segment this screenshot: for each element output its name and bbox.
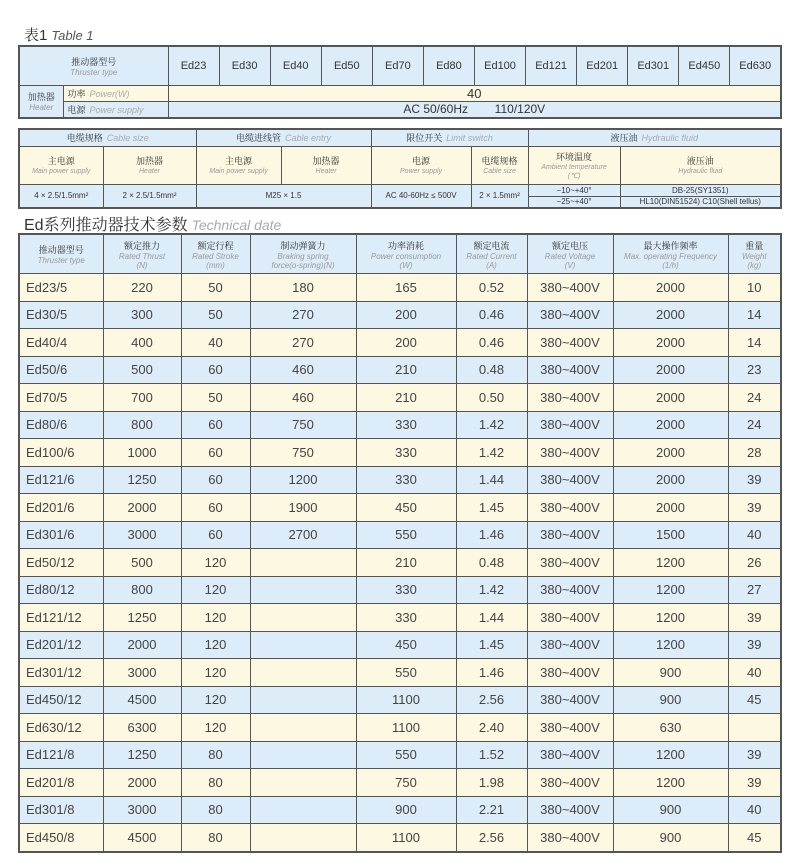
table-cell: 1200 <box>613 576 728 604</box>
column-header: 推动器型号 Thruster type <box>19 234 103 274</box>
table-cell: 45 <box>728 824 781 852</box>
table-cell: 380~400V <box>527 769 613 797</box>
table-cell: 23 <box>728 356 781 384</box>
table-cell: 300 <box>103 301 181 329</box>
column-header: 额定电压 Rated Voltage (V) <box>527 234 613 274</box>
table-row <box>19 604 781 632</box>
table-cell: 2000 <box>103 631 181 659</box>
table-cell: Ed121/8 <box>19 741 103 769</box>
table-cell: 900 <box>613 686 728 714</box>
table-cell: 39 <box>728 466 781 494</box>
table-cell: 0.48 <box>456 356 527 384</box>
table-cell: Ed450/12 <box>19 686 103 714</box>
table-cell: 630 <box>613 714 728 742</box>
table-cell: 39 <box>728 631 781 659</box>
table-cell: 120 <box>181 631 250 659</box>
power-supply-header: 电源 Power supply <box>371 146 471 184</box>
table-row <box>19 824 781 852</box>
table-cell: 40 <box>728 521 781 549</box>
table-cell: 80 <box>181 796 250 824</box>
table-cell: 380~400V <box>527 604 613 632</box>
table-row <box>19 796 781 824</box>
table-cell: 450 <box>356 631 456 659</box>
title-cn: 表1 <box>24 27 48 44</box>
cable-table <box>18 128 782 209</box>
table-cell: Ed121/12 <box>19 604 103 632</box>
table-cell: 750 <box>250 411 356 439</box>
table-row <box>19 439 781 467</box>
model-header: Ed121 <box>526 46 577 86</box>
table-cell: 0.46 <box>456 329 527 357</box>
table-cell: 0.46 <box>456 301 527 329</box>
table-cell: Ed301/6 <box>19 521 103 549</box>
table-cell: 210 <box>356 356 456 384</box>
column-header: 制动弹簧力 Braking spring force(o-spring)(N) <box>250 234 356 274</box>
table-cell: 1000 <box>103 439 181 467</box>
table-cell: 3000 <box>103 521 181 549</box>
table-cell: 270 <box>250 301 356 329</box>
table-cell: 380~400V <box>527 741 613 769</box>
table-cell: 200 <box>356 329 456 357</box>
table-cell: 1.52 <box>456 741 527 769</box>
table-cell <box>250 631 356 659</box>
column-header: 额定行程 Rated Stroke (mm) <box>181 234 250 274</box>
table-cell: 400 <box>103 329 181 357</box>
table-cell: 40 <box>728 796 781 824</box>
table-cell: 380~400V <box>527 686 613 714</box>
table-cell: 120 <box>181 659 250 687</box>
table-cell: 1.42 <box>456 439 527 467</box>
table-cell: 1200 <box>613 631 728 659</box>
table-cell <box>250 549 356 577</box>
table-row <box>19 411 781 439</box>
table-cell <box>250 769 356 797</box>
table-cell: 460 <box>250 384 356 412</box>
limit-cable-value: 2 × 1.5mm² <box>471 184 528 208</box>
table-cell: 330 <box>356 576 456 604</box>
table-cell: 1200 <box>613 549 728 577</box>
table-row <box>19 549 781 577</box>
column-header: 最大操作频率 Max. operating Frequency (1/h) <box>613 234 728 274</box>
table-cell: Ed50/6 <box>19 356 103 384</box>
supply-label: 电源 Power supply <box>63 102 168 118</box>
table-cell: 330 <box>356 466 456 494</box>
table-cell: 550 <box>356 521 456 549</box>
table-cell: 210 <box>356 384 456 412</box>
model-header: Ed100 <box>474 46 525 86</box>
table-row <box>19 659 781 687</box>
table-cell <box>250 659 356 687</box>
table-cell: 1200 <box>613 741 728 769</box>
table3-title <box>24 212 281 235</box>
title-cn: Ed系列推动器技术参数 <box>24 217 188 234</box>
table-cell: 60 <box>181 411 250 439</box>
table-cell: 2.56 <box>456 686 527 714</box>
temp-range-1: −10~+40° <box>528 184 620 196</box>
table-cell: 2000 <box>613 356 728 384</box>
table-cell: 4500 <box>103 686 181 714</box>
column-header: 重量 Weight (kg) <box>728 234 781 274</box>
technical-data-table <box>18 233 782 853</box>
table-cell: 900 <box>613 796 728 824</box>
model-header: Ed450 <box>679 46 730 86</box>
table-cell: 2700 <box>250 521 356 549</box>
table-row <box>19 274 781 302</box>
table-cell: 750 <box>356 769 456 797</box>
supply-value: AC 50/60Hz 110/120V <box>168 102 781 118</box>
table-row <box>19 329 781 357</box>
table-cell: 1.46 <box>456 659 527 687</box>
table-cell: 39 <box>728 494 781 522</box>
table-cell: 380~400V <box>527 384 613 412</box>
table-cell: 120 <box>181 604 250 632</box>
table-cell: 460 <box>250 356 356 384</box>
table-cell <box>250 576 356 604</box>
table-cell: 380~400V <box>527 576 613 604</box>
table-row <box>19 384 781 412</box>
table-row <box>19 466 781 494</box>
limit-power-value: AC 40-60Hz ≤ 500V <box>371 184 471 208</box>
power-value: 40 <box>168 86 781 102</box>
table-cell: 330 <box>356 411 456 439</box>
table-row <box>19 631 781 659</box>
table-cell: 40 <box>728 659 781 687</box>
table-cell: 1250 <box>103 466 181 494</box>
table-cell: Ed121/6 <box>19 466 103 494</box>
table-row <box>19 769 781 797</box>
temp-range-2: −25~+40° <box>528 196 620 208</box>
table-cell: 80 <box>181 769 250 797</box>
table-cell: Ed201/6 <box>19 494 103 522</box>
table-cell <box>250 604 356 632</box>
table-cell: 6300 <box>103 714 181 742</box>
fluid-1: DB-25(SY1351) <box>620 184 781 196</box>
table-cell <box>728 714 781 742</box>
table-cell: Ed40/4 <box>19 329 103 357</box>
model-header: Ed201 <box>577 46 628 86</box>
heater-cable-value: 2 × 2.5/1.5mm² <box>103 184 196 208</box>
table-cell: 1.42 <box>456 576 527 604</box>
table-cell: 1.98 <box>456 769 527 797</box>
table-cell: 2.21 <box>456 796 527 824</box>
table-cell: 50 <box>181 274 250 302</box>
table-cell: 380~400V <box>527 521 613 549</box>
table-cell: 0.52 <box>456 274 527 302</box>
table-cell: 10 <box>728 274 781 302</box>
table-cell: 900 <box>613 824 728 852</box>
table-cell: 24 <box>728 384 781 412</box>
table-cell: 60 <box>181 521 250 549</box>
table-cell: 1900 <box>250 494 356 522</box>
table-cell: 120 <box>181 686 250 714</box>
table-cell: 380~400V <box>527 659 613 687</box>
table-row <box>19 714 781 742</box>
table-row <box>19 521 781 549</box>
ambient-temp-header: 环境温度 Ambient temperature (℃) <box>528 146 620 184</box>
table-cell: 380~400V <box>527 274 613 302</box>
table-cell: Ed201/12 <box>19 631 103 659</box>
table-cell <box>250 714 356 742</box>
table-cell: 220 <box>103 274 181 302</box>
model-header: Ed50 <box>321 46 372 86</box>
table-cell: 180 <box>250 274 356 302</box>
table-cell: 2.40 <box>456 714 527 742</box>
table-cell: 1.45 <box>456 494 527 522</box>
table-cell: 1200 <box>613 604 728 632</box>
table-cell: 2000 <box>613 329 728 357</box>
table-cell: Ed100/6 <box>19 439 103 467</box>
table-cell: 14 <box>728 329 781 357</box>
table-cell: 80 <box>181 741 250 769</box>
table-cell: 2000 <box>613 411 728 439</box>
table-cell: 60 <box>181 466 250 494</box>
table-cell: 2000 <box>103 769 181 797</box>
main-cable-value: 4 × 2.5/1.5mm² <box>19 184 103 208</box>
table-cell: 1100 <box>356 714 456 742</box>
table-cell: 24 <box>728 411 781 439</box>
column-header: 额定推力 Rated Thrust (N) <box>103 234 181 274</box>
table-cell: 2000 <box>613 439 728 467</box>
table-cell: 1200 <box>250 466 356 494</box>
table-cell: 40 <box>181 329 250 357</box>
table-cell <box>250 796 356 824</box>
table-cell: 380~400V <box>527 301 613 329</box>
heater-header-2: 加热器 Heater <box>281 146 371 184</box>
cable-size-header: 电缆规格 Cable size <box>19 129 196 146</box>
table-cell: 4500 <box>103 824 181 852</box>
table-cell: 380~400V <box>527 796 613 824</box>
table-cell: 1200 <box>613 769 728 797</box>
main-supply-header: 主电源 Main power supply <box>19 146 103 184</box>
table-cell: 380~400V <box>527 494 613 522</box>
table-cell: 210 <box>356 549 456 577</box>
table-cell: 45 <box>728 686 781 714</box>
table-cell: 1.44 <box>456 604 527 632</box>
table-cell: 165 <box>356 274 456 302</box>
table-cell: 2000 <box>103 494 181 522</box>
table-cell: 1.42 <box>456 411 527 439</box>
table-cell: Ed630/12 <box>19 714 103 742</box>
table-cell: Ed80/6 <box>19 411 103 439</box>
table-cell: Ed23/5 <box>19 274 103 302</box>
table-cell: 380~400V <box>527 439 613 467</box>
type-header: 推动器型号 Thruster type <box>19 46 168 86</box>
table-cell: 2000 <box>613 301 728 329</box>
table-cell <box>250 741 356 769</box>
table-cell: 14 <box>728 301 781 329</box>
table-cell: 380~400V <box>527 356 613 384</box>
table-cell: 550 <box>356 741 456 769</box>
table-cell <box>250 686 356 714</box>
table-cell: 750 <box>250 439 356 467</box>
table-cell: 80 <box>181 824 250 852</box>
heater-header: 加热器 Heater <box>103 146 196 184</box>
limit-switch-header: 限位开关 Limit switch <box>371 129 528 146</box>
table-row <box>19 301 781 329</box>
model-header: Ed301 <box>628 46 679 86</box>
table-cell: 1.45 <box>456 631 527 659</box>
title-en: Table 1 <box>51 28 94 43</box>
table-cell: 500 <box>103 549 181 577</box>
title-en: Technical date <box>191 217 282 233</box>
table-cell: 900 <box>356 796 456 824</box>
table-cell: 3000 <box>103 796 181 824</box>
table-cell: 700 <box>103 384 181 412</box>
table-cell: 120 <box>181 714 250 742</box>
cable-size-sub-header: 电缆规格 Cable size <box>471 146 528 184</box>
table-cell: 2.56 <box>456 824 527 852</box>
table-cell: 28 <box>728 439 781 467</box>
table-cell: Ed301/8 <box>19 796 103 824</box>
table-cell: 1250 <box>103 604 181 632</box>
table-cell: 120 <box>181 576 250 604</box>
main-supply-header-2: 主电源 Main power supply <box>196 146 281 184</box>
table-cell: 50 <box>181 301 250 329</box>
table-cell: 1500 <box>613 521 728 549</box>
table-cell: 60 <box>181 494 250 522</box>
table-cell: 2000 <box>613 274 728 302</box>
table-cell: Ed50/12 <box>19 549 103 577</box>
table-cell: 2000 <box>613 466 728 494</box>
table-cell: 800 <box>103 411 181 439</box>
column-header: 额定电流 Rated Current (A) <box>456 234 527 274</box>
table-cell: 50 <box>181 384 250 412</box>
table-cell: 1.44 <box>456 466 527 494</box>
table-cell: 380~400V <box>527 824 613 852</box>
table-cell: 26 <box>728 549 781 577</box>
table-cell: 380~400V <box>527 411 613 439</box>
table-cell <box>250 824 356 852</box>
table-cell: 39 <box>728 604 781 632</box>
table-cell: 900 <box>613 659 728 687</box>
table-cell: 380~400V <box>527 714 613 742</box>
table-cell: 60 <box>181 356 250 384</box>
hydraulic-fluid-header: 液压油 Hydraulic fluid <box>620 146 781 184</box>
table-cell: 1100 <box>356 686 456 714</box>
table-row <box>19 356 781 384</box>
model-header: Ed23 <box>168 46 219 86</box>
table-cell: 120 <box>181 549 250 577</box>
table-cell: 380~400V <box>527 466 613 494</box>
table-cell: Ed80/12 <box>19 576 103 604</box>
table-cell: 0.48 <box>456 549 527 577</box>
table-cell: Ed301/12 <box>19 659 103 687</box>
table-cell: 270 <box>250 329 356 357</box>
table-cell: Ed201/8 <box>19 769 103 797</box>
table-cell: 200 <box>356 301 456 329</box>
table-cell: 550 <box>356 659 456 687</box>
model-header: Ed80 <box>423 46 474 86</box>
table-cell: 330 <box>356 604 456 632</box>
fluid-header: 液压油 Hydraulic fluid <box>528 129 781 146</box>
heater-label: 加热器 Heater <box>19 86 63 118</box>
table-cell: 3000 <box>103 659 181 687</box>
heater-table <box>18 45 782 119</box>
cable-entry-header: 电缆进线管 Cable entry <box>196 129 371 146</box>
table-cell: 380~400V <box>527 329 613 357</box>
table-row <box>19 741 781 769</box>
table-cell: 800 <box>103 576 181 604</box>
table-cell: 1100 <box>356 824 456 852</box>
table-cell: 380~400V <box>527 549 613 577</box>
table1-title <box>24 24 94 45</box>
power-label: 功率 Power(W) <box>63 86 168 102</box>
table-cell: 1.46 <box>456 521 527 549</box>
table-cell: 39 <box>728 769 781 797</box>
table-cell: Ed450/8 <box>19 824 103 852</box>
table-cell: 330 <box>356 439 456 467</box>
model-header: Ed70 <box>372 46 423 86</box>
column-header: 功率消耗 Power consumption (W) <box>356 234 456 274</box>
fluid-2: HL10(DIN51524) C10(Shell tellus) <box>620 196 781 208</box>
table-cell: 2000 <box>613 494 728 522</box>
table-cell: 450 <box>356 494 456 522</box>
table-cell: 60 <box>181 439 250 467</box>
model-header: Ed40 <box>270 46 321 86</box>
table-row <box>19 686 781 714</box>
table-row <box>19 494 781 522</box>
table-cell: 0.50 <box>456 384 527 412</box>
table-cell: Ed30/5 <box>19 301 103 329</box>
table-row <box>19 576 781 604</box>
table-cell: 2000 <box>613 384 728 412</box>
table-cell: 380~400V <box>527 631 613 659</box>
cable-entry-value: M25 × 1.5 <box>196 184 371 208</box>
model-header: Ed30 <box>219 46 270 86</box>
table-cell: 27 <box>728 576 781 604</box>
model-header: Ed630 <box>730 46 781 86</box>
table-cell: Ed70/5 <box>19 384 103 412</box>
table-cell: 1250 <box>103 741 181 769</box>
table-cell: 39 <box>728 741 781 769</box>
table-cell: 500 <box>103 356 181 384</box>
